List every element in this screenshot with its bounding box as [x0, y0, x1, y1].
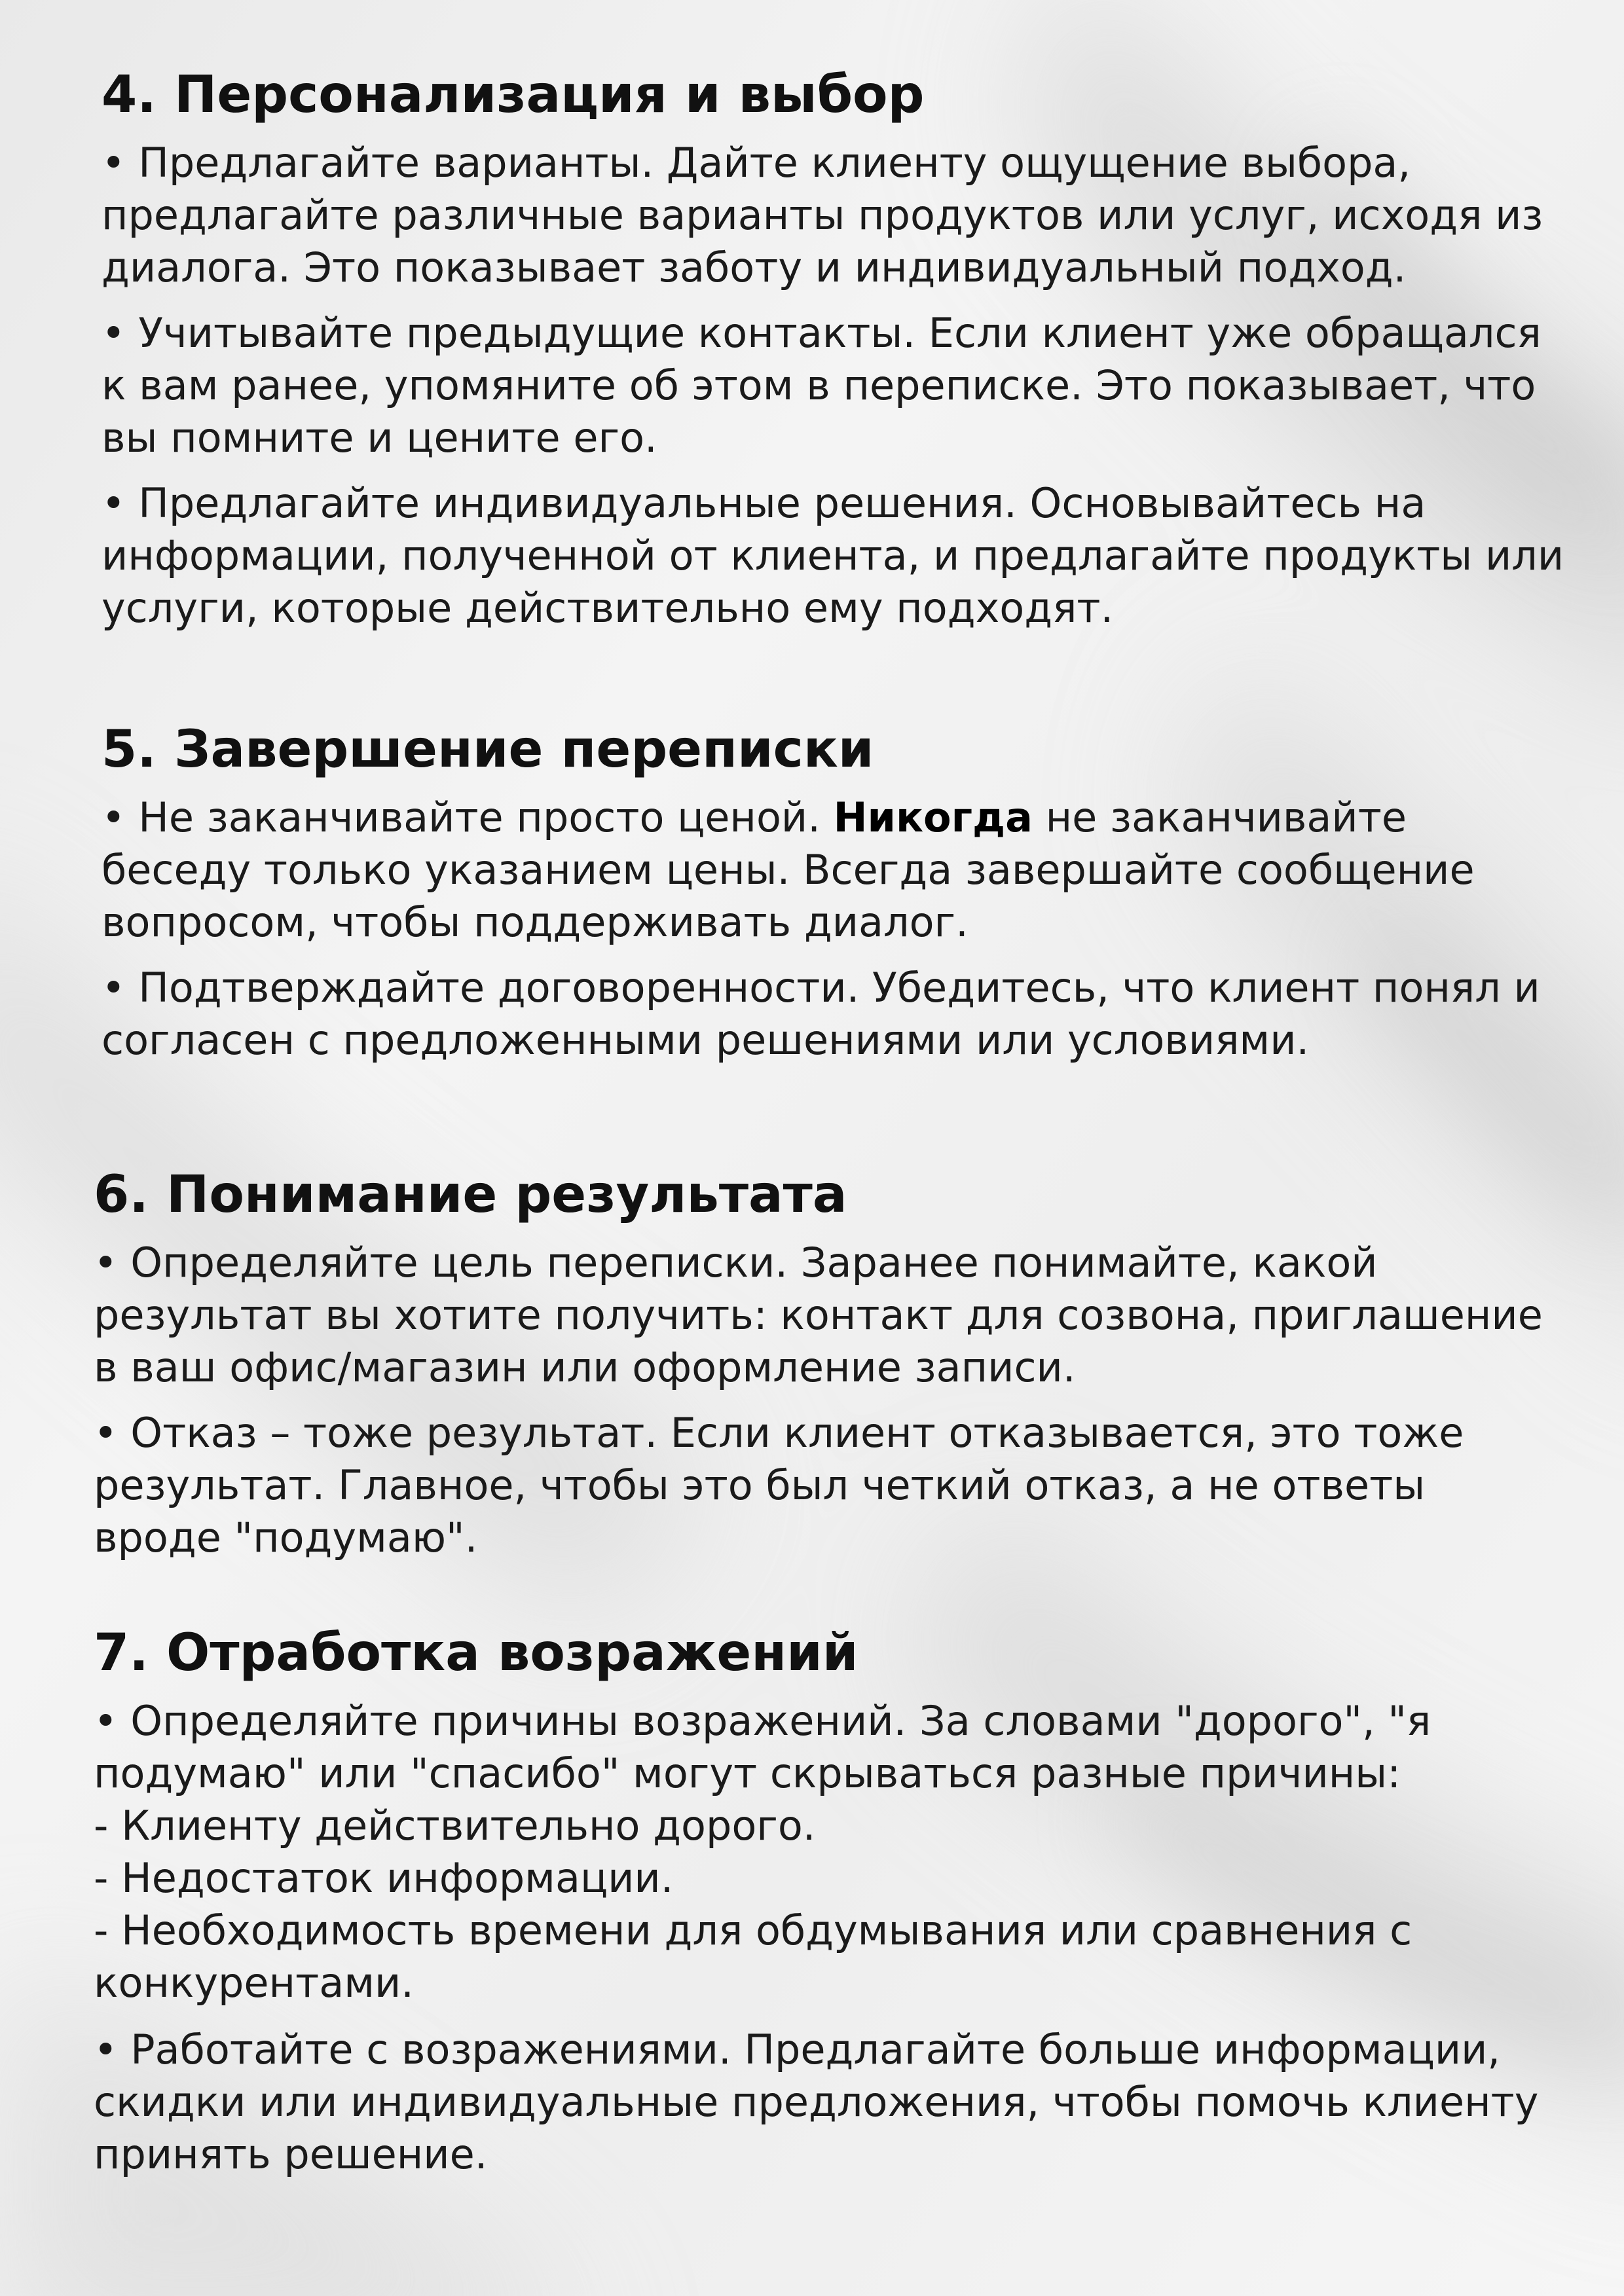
paragraph-not-ending-with-price — [101, 792, 1568, 949]
section-ending-conversation — [101, 717, 1568, 1080]
paragraph-objection-reasons: • Определяйте причины возражений. За словами "дорого", "я подумаю" или "спасибо" могут скрываться разные причины: — [94, 1697, 1431, 1797]
paragraph-individual-solutions: • Предлагайте индивидуальные решения. Основывайтесь на информации, полученной от клиента, и предлагайте продукты или услуги, которые действительно ему подходят. — [101, 479, 1564, 632]
list-item: - Клиенту действительно дорого. — [94, 1802, 816, 1850]
emphasis-never: Никогда — [833, 793, 1033, 841]
paragraph-previous-contacts: • Учитывайте предыдущие контакты. Если клиент уже обращался к вам ранее, упомяните об этом в переписке. Это показывает, что вы помните и цените его. — [101, 309, 1541, 462]
paragraph-work-with-objections: • Работайте с возражениями. Предлагайте больше информации, скидки или индивидуальные предложения, чтобы помочь клиенту принять решение. — [94, 2026, 1539, 2178]
paragraph-confirm-agreements: • Подтверждайте договоренности. Убедитесь, что клиент понял и согласен с предложенными решениями или условиями. — [101, 964, 1540, 1064]
paragraph-text: • Не заканчивайте просто ценой. — [101, 793, 834, 841]
paragraph-define-goal: • Определяйте цель переписки. Заранее понимайте, какой результат вы хотите получить: контакт для созвона, приглашение в ваш офис/магазин или оформление записи. — [94, 1239, 1543, 1391]
list-item: - Необходимость времени для обдумывания или сравнения с конкурентами. — [94, 1906, 1412, 2007]
section-understanding-result — [94, 1162, 1560, 1577]
section-heading: 6. Понимание результата — [94, 1165, 847, 1224]
section-heading: 7. Отработка возражений — [94, 1624, 858, 1683]
paragraph-refusal-is-result: • Отказ – тоже результат. Если клиент отказывается, это тоже результат. Главное, чтобы это был четкий отказ, а не ответы вроде "подумаю". — [94, 1409, 1464, 1561]
section-personalization — [101, 62, 1568, 647]
section-handling-objections — [94, 1620, 1560, 2194]
paragraph-text: не заканчивайте беседу только указанием цены. Всегда завершайте сообщение вопросом, чтобы поддерживать диалог. — [101, 793, 1475, 946]
section-heading: 4. Персонализация и выбор — [101, 65, 925, 124]
section-heading: 5. Завершение переписки — [101, 720, 874, 779]
list-item: - Недостаток информации. — [94, 1854, 674, 1902]
paragraph-offer-options: • Предлагайте варианты. Дайте клиенту ощущение выбора, предлагайте различные варианты продуктов или услуг, исходя из диалога. Это показывает заботу и индивидуальный подход. — [101, 139, 1543, 291]
